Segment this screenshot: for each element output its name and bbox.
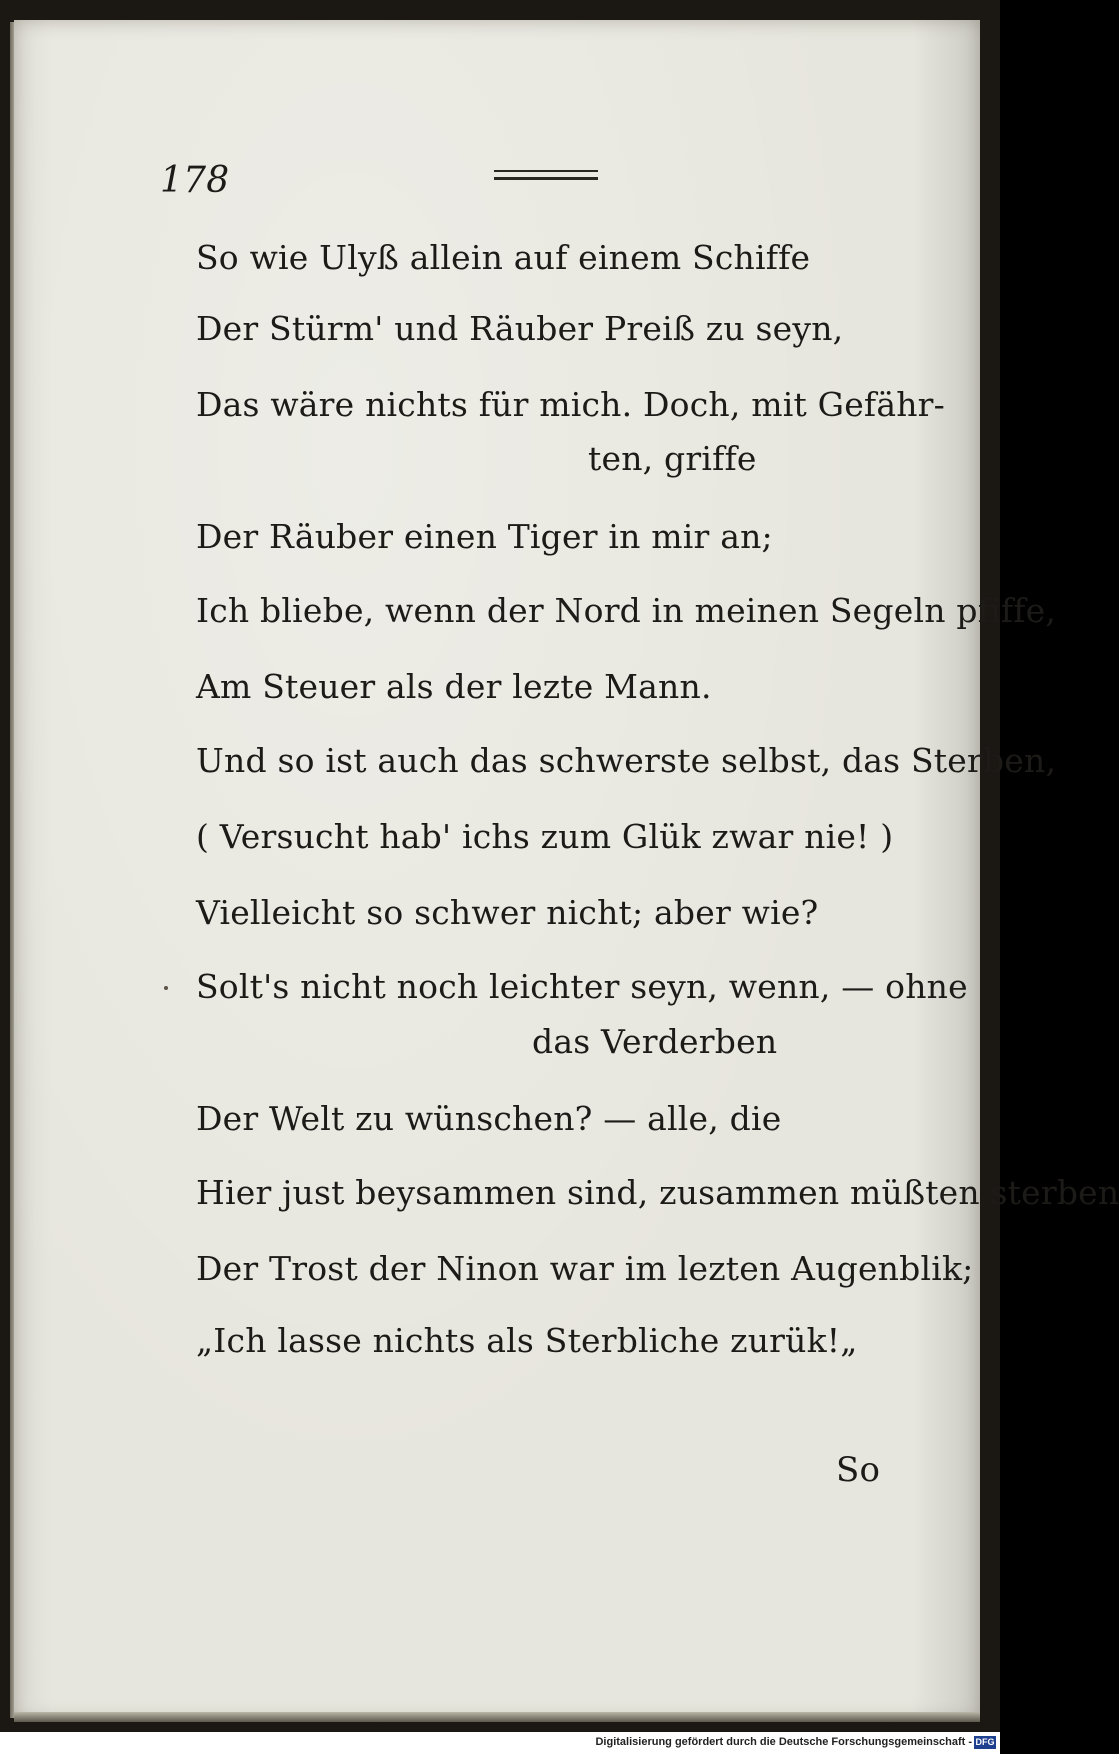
verse-line-7: Und so ist auch das schwerste selbst, das Sterben, <box>196 741 1057 780</box>
verse-line-13: Der Trost der Ninon war im lezten Augenblik; <box>196 1249 974 1288</box>
verse-line-1: So wie Ulyß allein auf einem Schiffe <box>196 238 811 277</box>
verse-line-6: Am Steuer als der lezte Mann. <box>196 667 712 706</box>
catchword: So <box>836 1450 881 1490</box>
verse-line-5: Ich bliebe, wenn der Nord in meinen Segeln pfiffe, <box>196 591 1057 630</box>
verse-line-9: Vielleicht so schwer nicht; aber wie? <box>196 893 819 932</box>
verse-line-14: „Ich lasse nichts als Sterbliche zurük!„ <box>196 1321 858 1360</box>
verse-line-4: Der Räuber einen Tiger in mir an; <box>196 517 773 556</box>
header-rule <box>494 170 598 180</box>
verse-line-2: Der Stürm' und Räuber Preiß zu seyn, <box>196 309 844 348</box>
verse-line-10: Solt's nicht noch leichter seyn, wenn, — ohne <box>196 967 968 1006</box>
verse-line-11: Der Welt zu wünschen? — alle, die <box>196 1099 782 1138</box>
verse-line-10-continued: das Verderben <box>532 1022 778 1061</box>
margin-mark <box>164 986 168 990</box>
verse-line-3: Das wäre nichts für mich. Doch, mit Gefähr- <box>196 385 945 424</box>
page-number: 178 <box>160 160 230 201</box>
verse-line-3-continued: ten, griffe <box>588 439 757 478</box>
funding-credit: Digitalisierung gefördert durch die Deutsche Forschungsgemeinschaft - <box>595 1736 972 1748</box>
verse-line-8: ( Versucht hab' ichs zum Glük zwar nie! ) <box>196 817 894 856</box>
page-edge-bottom <box>14 1712 980 1722</box>
dfg-logo: DFG <box>975 1737 995 1747</box>
verse-line-12: Hier just beysammen sind, zusammen müßten sterben <box>196 1173 1119 1212</box>
